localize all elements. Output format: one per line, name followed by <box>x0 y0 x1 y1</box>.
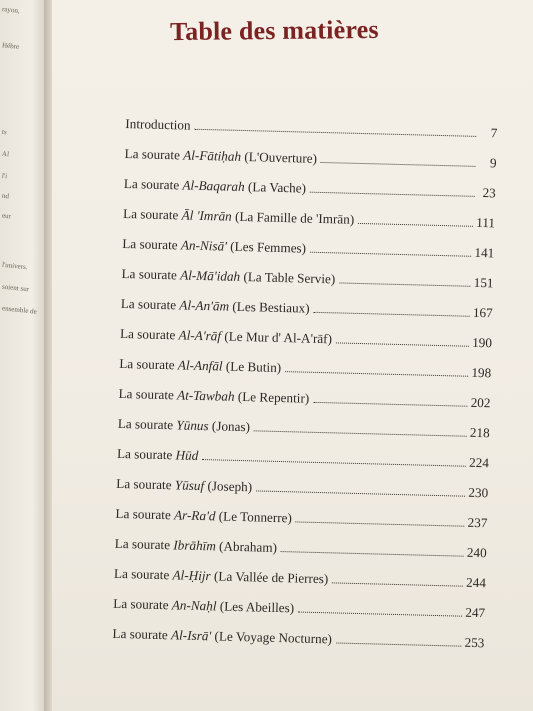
toc-page-number: 224 <box>468 454 490 471</box>
toc-entry-prefix: La sourate <box>116 475 176 493</box>
toc-entry-prefix: La sourate <box>119 325 179 343</box>
toc-entry-italic: An-Naḥl <box>171 597 217 614</box>
toc-entry-prefix: La sourate <box>112 625 172 643</box>
toc-page-number: 244 <box>465 574 487 591</box>
toc-entry-italic: Al-Mā'idah <box>180 267 241 284</box>
toc-entry-italic: Ibrāhīm <box>173 537 217 554</box>
left-page-fragment: nd <box>1 191 10 201</box>
toc-entry-italic: At-Tawbah <box>176 387 235 404</box>
toc-entry-italic: Ar-Ra'd <box>173 507 216 524</box>
toc-entry-italic: An-Nisā' <box>180 237 228 254</box>
toc-page-number: 111 <box>476 214 496 231</box>
toc-entry-suffix: (Le Mur d' Al-A'rāf) <box>220 328 333 347</box>
toc-entry-prefix: Introduction <box>125 115 191 133</box>
toc-page <box>52 0 533 711</box>
page-title: Table des matières <box>169 14 379 47</box>
toc-list <box>112 100 498 649</box>
toc-page-number: 247 <box>465 604 486 621</box>
toc-entry-suffix: (Le Tonnerre) <box>215 508 293 526</box>
toc-entry-suffix: (Le Butin) <box>222 358 282 375</box>
toc-entry-italic: Al-Anfāl <box>177 357 223 374</box>
left-page-fragment: l'univers. <box>1 260 28 272</box>
toc-page-number: 151 <box>473 274 494 291</box>
toc-entry-prefix: La sourate <box>118 385 178 403</box>
toc-entry-suffix: (La Vallée de Pierres) <box>210 568 329 587</box>
toc-entry-italic: Yūnus <box>176 417 209 433</box>
toc-entry-italic: Yūsuf <box>174 477 205 493</box>
toc-page-number: 23 <box>482 184 496 201</box>
toc-entry-italic: Al-Fātiḥah <box>183 147 242 164</box>
left-page-fragment: l'i <box>1 171 8 181</box>
toc-entry-prefix: La sourate <box>122 205 182 223</box>
left-page-fragment: soient sur <box>1 282 30 294</box>
left-page-fragment: eur <box>1 211 12 221</box>
toc-entry-prefix: La sourate <box>123 175 183 193</box>
toc-entry-suffix: (La Vache) <box>244 178 307 196</box>
toc-entry-suffix: (Abraham) <box>215 538 278 555</box>
toc-page-number: 190 <box>472 334 493 351</box>
toc-entry-italic: Al-Ḥijr <box>172 567 211 584</box>
toc-entry-prefix: La sourate <box>114 535 174 553</box>
left-page-fragment: rayon, <box>1 5 21 15</box>
toc-entry-italic: Hūd <box>175 447 199 463</box>
toc-entry-suffix: (Les Femmes) <box>226 238 307 256</box>
toc-page-number: 218 <box>469 424 490 441</box>
toc-page-number: 141 <box>474 244 495 261</box>
toc-entry-italic: Al-A'rāf <box>178 327 222 344</box>
toc-entry-italic: Al-Baqarah <box>182 177 245 194</box>
toc-page-number: 240 <box>466 544 487 561</box>
left-page-fragment: ts <box>1 127 8 137</box>
toc-entry-suffix: (Les Abeilles) <box>216 598 295 616</box>
toc-entry-prefix: La sourate <box>117 415 177 433</box>
toc-entry-italic: Al-Isrā' <box>170 627 212 644</box>
toc-entry-suffix: (Joseph) <box>204 477 253 495</box>
left-page-fragment: Al <box>1 149 10 159</box>
toc-entry-suffix: (Le Repentir) <box>234 388 310 406</box>
toc-entry-prefix: La sourate <box>113 595 173 613</box>
toc-entry-suffix: (Jonas) <box>208 417 251 435</box>
toc-entry-prefix: La sourate <box>124 145 184 163</box>
toc-page-number: 7 <box>490 125 498 141</box>
toc-entry-label <box>112 627 336 646</box>
toc-entry-suffix: (La Famille de 'Imrān) <box>231 208 355 227</box>
toc-entry-suffix: (Le Voyage Nocturne) <box>211 628 333 647</box>
toc-entry-suffix: (La Table Servie) <box>239 268 336 287</box>
toc-page-number: 9 <box>489 155 497 171</box>
left-page-fragment: ensemble de <box>1 304 38 316</box>
toc-entry-prefix: La sourate <box>113 565 173 583</box>
toc-page-number: 167 <box>472 304 493 321</box>
toc-entry-italic: Al-An'ām <box>179 297 230 314</box>
toc-page-number: 198 <box>471 364 492 381</box>
left-page-fragment: Hébre <box>1 41 20 51</box>
toc-entry-italic: Āl 'Imrān <box>181 207 232 224</box>
toc-entry-prefix: La sourate <box>122 235 182 253</box>
toc-page-number: 253 <box>464 634 485 651</box>
toc-page-number: 237 <box>467 514 488 531</box>
toc-page-number: 202 <box>470 394 491 411</box>
toc-entry-prefix: La sourate <box>115 505 175 523</box>
toc-entry-prefix: La sourate <box>119 355 179 373</box>
left-page <box>0 0 46 711</box>
toc-entry-suffix: (L'Ouverture) <box>240 148 318 166</box>
toc-page-number: 230 <box>468 484 489 501</box>
toc-entry-prefix: La sourate <box>120 295 180 313</box>
toc-entry-suffix: (Les Bestiaux) <box>228 298 310 316</box>
toc-entry-prefix: La sourate <box>121 265 181 283</box>
toc-entry-prefix: La sourate <box>116 445 176 463</box>
dot-leader <box>336 642 462 646</box>
